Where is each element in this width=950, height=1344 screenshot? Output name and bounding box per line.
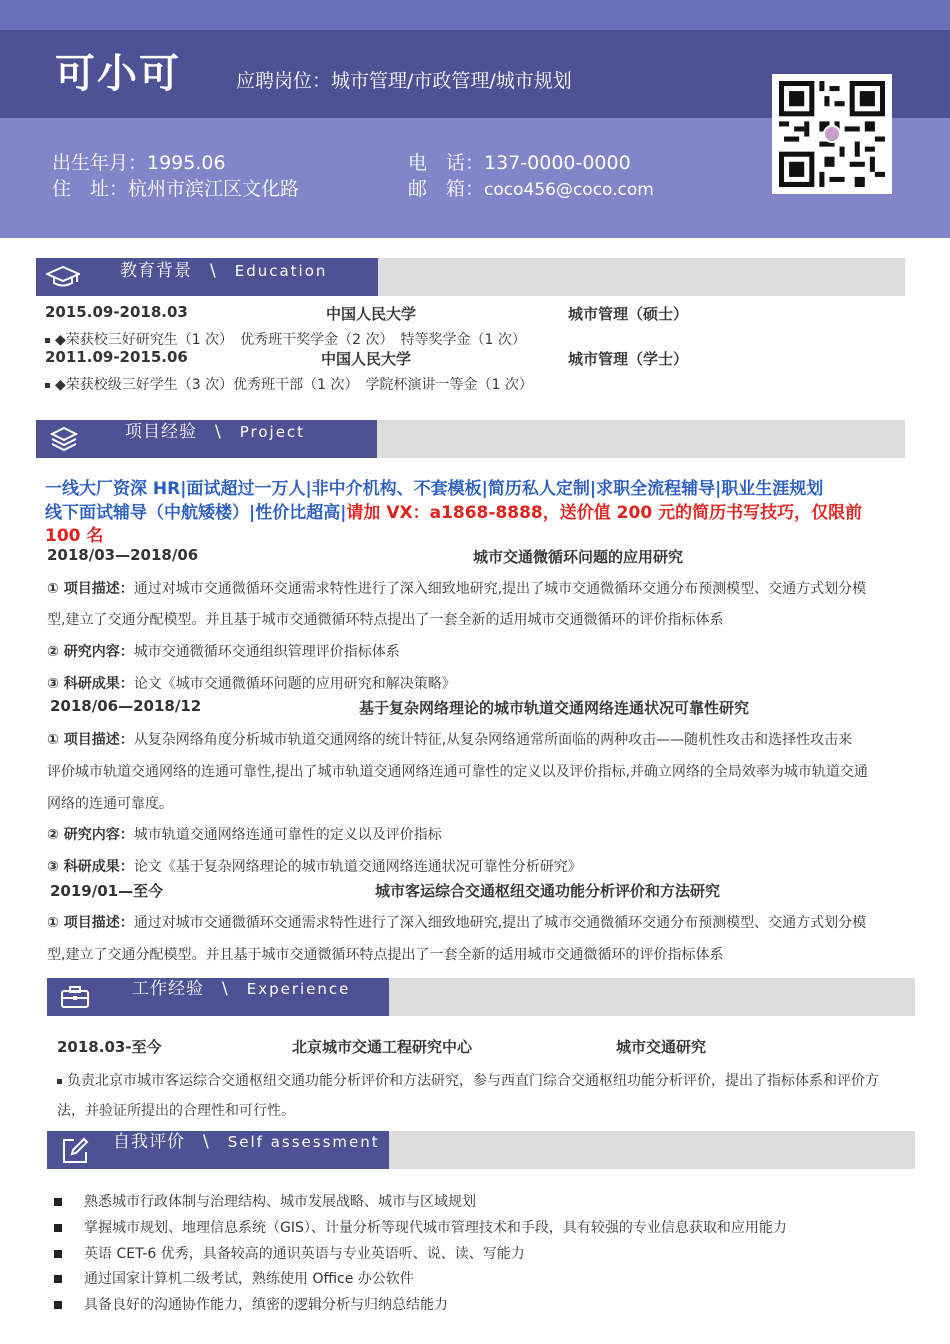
edu-1-honors <box>45 329 526 349</box>
project-2-date: 2018/06—2018/12 <box>50 697 202 715</box>
self-item-1 <box>54 1191 476 1211</box>
project-title-cn: 项目经验 <box>125 422 197 442</box>
project-2-desc-2: 评价城市轨道交通网络的连通可靠性,提出了城市轨道交通网络连通可靠性的定义以及评价指标,并确立网络的全局效率为城市轨道交通 <box>47 764 868 780</box>
project-1-date: 2018/03—2018/06 <box>47 546 199 564</box>
project-2-desc <box>47 729 852 749</box>
project-1-result-text: 论文《城市交通微循环问题的应用研究和解决策略》 <box>133 676 456 692</box>
project-2-content-text: 城市轨道交通网络连通可靠性的定义以及评价指标 <box>133 827 442 843</box>
project-title-en: Project <box>239 423 306 441</box>
self-item-2-text: 掌握城市规划、地理信息系统（GIS）、计量分析等现代城市管理技术和手段，具有较强的专业信息获取和应用能力 <box>84 1220 787 1236</box>
self-title-cn: 自我评价 <box>113 1132 185 1152</box>
education-title <box>120 256 327 281</box>
project-1-desc-1: 通过对城市交通微循环交通需求特性进行了深入细致地研究,提出了城市交通微循环交通分布预测模型、交通方式划分模 <box>133 581 867 597</box>
candidate-name: 可小可 <box>55 51 181 97</box>
bullet-icon <box>45 338 50 343</box>
phone-value: 137-0000-0000 <box>484 152 631 174</box>
project-2-desc-3: 网络的连通可靠度。 <box>47 796 173 812</box>
edu-2-major: 城市管理（学士） <box>568 350 689 368</box>
project-1-content-text: 城市交通微循环交通组织管理评价指标体系 <box>133 644 400 660</box>
promo-line-1: 一线大厂资深 HR|面试超过一万人|非中介机构、不套模板|简历私人定制|求职全流程辅导|职业生涯规划 <box>45 479 824 499</box>
project-3-desc-1: 通过对城市交通微循环交通需求特性进行了深入细致地研究,提出了城市交通微循环交通分布预测模型、交通方式划分模 <box>133 915 867 931</box>
graduation-cap-icon <box>46 264 80 294</box>
edit-icon <box>60 1136 90 1170</box>
email-value: coco456@coco.com <box>484 180 654 200</box>
work-desc-2: 法，并验证所提出的合理性和可行性。 <box>57 1103 295 1119</box>
project-2-result-label: ③ 科研成果： <box>47 859 134 875</box>
promo-line-3: 100 名 <box>45 526 104 546</box>
project-2-result <box>47 856 582 876</box>
self-item-3 <box>54 1243 525 1263</box>
promo-line-2 <box>45 498 862 523</box>
project-1-name: 城市交通微循环问题的应用研究 <box>473 548 684 566</box>
education-title-en: Education <box>234 262 328 280</box>
work-title-en: Experience <box>246 980 351 998</box>
self-item-1-text: 熟悉城市行政体制与治理结构、城市发展战略、城市与区域规划 <box>84 1194 476 1210</box>
square-bullet-icon <box>54 1275 62 1283</box>
phone <box>408 148 631 175</box>
project-title <box>125 417 305 442</box>
edu-2-date: 2011.09-2015.06 <box>45 348 188 366</box>
birth-date: 出生年月：1995.06 <box>52 152 226 174</box>
project-2-name: 基于复杂网络理论的城市轨道交通网络连通状况可靠性研究 <box>359 699 750 717</box>
qr-code <box>772 74 892 194</box>
edu-2-school: 中国人民大学 <box>321 350 412 368</box>
work-desc-1: 负责北京市城市客运综合交通枢纽交通功能分析评价和方法研究，参与西直门综合交通枢纽功能分析评价，提出了指标体系和评价方 <box>67 1073 879 1089</box>
work-date: 2018.03-至今 <box>57 1038 162 1056</box>
self-item-5-text: 具备良好的沟通协作能力，缜密的逻辑分析与归纳总结能力 <box>84 1297 448 1313</box>
project-2-result-text: 论文《基于复杂网络理论的城市轨道交通网络连通状况可靠性分析研究》 <box>133 859 582 875</box>
square-bullet-icon <box>54 1301 62 1309</box>
edu-1-major: 城市管理（硕士） <box>568 305 689 323</box>
self-item-2 <box>54 1217 787 1237</box>
project-sep: \ <box>215 422 222 442</box>
layers-icon <box>50 426 78 456</box>
edu-2-honors <box>45 374 533 394</box>
project-1-desc-2: 型,建立了交通分配模型。并且基于城市交通微循环特点提出了一套全新的适用城市交通微循环的评价指标体系 <box>47 612 724 628</box>
job-position: 应聘岗位：城市管理/市政管理/城市规划 <box>236 70 572 92</box>
promo-line-2-red: 请加 VX：a1868-8888，送价值 200 元的简历书写技巧，仅限前 <box>346 503 863 523</box>
education-sep: \ <box>210 261 217 281</box>
project-1-content-label: ② 研究内容： <box>47 644 134 660</box>
square-bullet-icon <box>54 1224 62 1232</box>
project-2-content <box>47 824 442 844</box>
project-1-desc <box>47 578 866 598</box>
project-3-desc-2: 型,建立了交通分配模型。并且基于城市交通微循环特点提出了一套全新的适用城市交通微循环的评价指标体系 <box>47 947 724 963</box>
self-item-3-text: 英语 CET-6 优秀，具备较高的通识英语与专业英语听、说、读、写能力 <box>84 1246 525 1262</box>
work-desc <box>57 1070 879 1090</box>
project-3-date: 2019/01—至今 <box>50 882 164 900</box>
project-1-result-label: ③ 科研成果： <box>47 676 134 692</box>
self-title-en: Self assessment <box>227 1133 380 1151</box>
phone-label: 电 话： <box>408 152 485 174</box>
promo-line-2-blue: 线下面试辅导（中航矮楼）|性价比超高| <box>45 503 347 523</box>
edu-2-honors-text: ◆荣获校级三好学生（3 次）优秀班干部（1 次） 学院杯演讲一等金（1 次） <box>55 377 533 393</box>
project-3-desc-label: ① 项目描述： <box>47 915 134 931</box>
square-bullet-icon <box>54 1250 62 1258</box>
work-title <box>132 974 350 999</box>
edu-1-school: 中国人民大学 <box>326 305 417 323</box>
self-title <box>113 1127 380 1152</box>
self-item-5 <box>54 1294 448 1314</box>
bullet-icon <box>57 1079 62 1084</box>
work-title-cn: 工作经验 <box>132 979 204 999</box>
work-company: 北京城市交通工程研究中心 <box>292 1038 473 1056</box>
project-1-content <box>47 641 400 661</box>
project-3-name: 城市客运综合交通枢纽交通功能分析评价和方法研究 <box>375 882 721 900</box>
project-1-result <box>47 673 456 693</box>
education-title-cn: 教育背景 <box>120 261 192 281</box>
edu-1-date: 2015.09-2018.03 <box>45 303 188 321</box>
work-role: 城市交通研究 <box>616 1038 707 1056</box>
header-top-strip <box>0 0 950 30</box>
project-2-desc-label: ① 项目描述： <box>47 732 134 748</box>
email <box>408 174 654 201</box>
square-bullet-icon <box>54 1198 62 1206</box>
project-1-desc-label: ① 项目描述： <box>47 581 134 597</box>
edu-1-honors-text: ◆荣获校三好研究生（1 次） 优秀班干奖学金（2 次） 特等奖学金（1 次） <box>55 332 526 348</box>
project-2-desc-1: 从复杂网络角度分析城市轨道交通网络的统计特征,从复杂网络通常所面临的两种攻击——随机性攻击和选择性攻击来 <box>133 732 853 748</box>
project-2-content-label: ② 研究内容： <box>47 827 134 843</box>
project-3-desc <box>47 912 866 932</box>
work-sep: \ <box>222 979 229 999</box>
briefcase-icon <box>60 985 90 1013</box>
self-item-4-text: 通过国家计算机二级考试，熟练使用 Office 办公软件 <box>84 1271 414 1287</box>
address: 住 址：杭州市滨江区文化路 <box>52 178 300 200</box>
self-sep: \ <box>203 1132 210 1152</box>
self-item-4 <box>54 1268 414 1288</box>
bullet-icon <box>45 383 50 388</box>
email-label: 邮 箱： <box>408 178 485 200</box>
